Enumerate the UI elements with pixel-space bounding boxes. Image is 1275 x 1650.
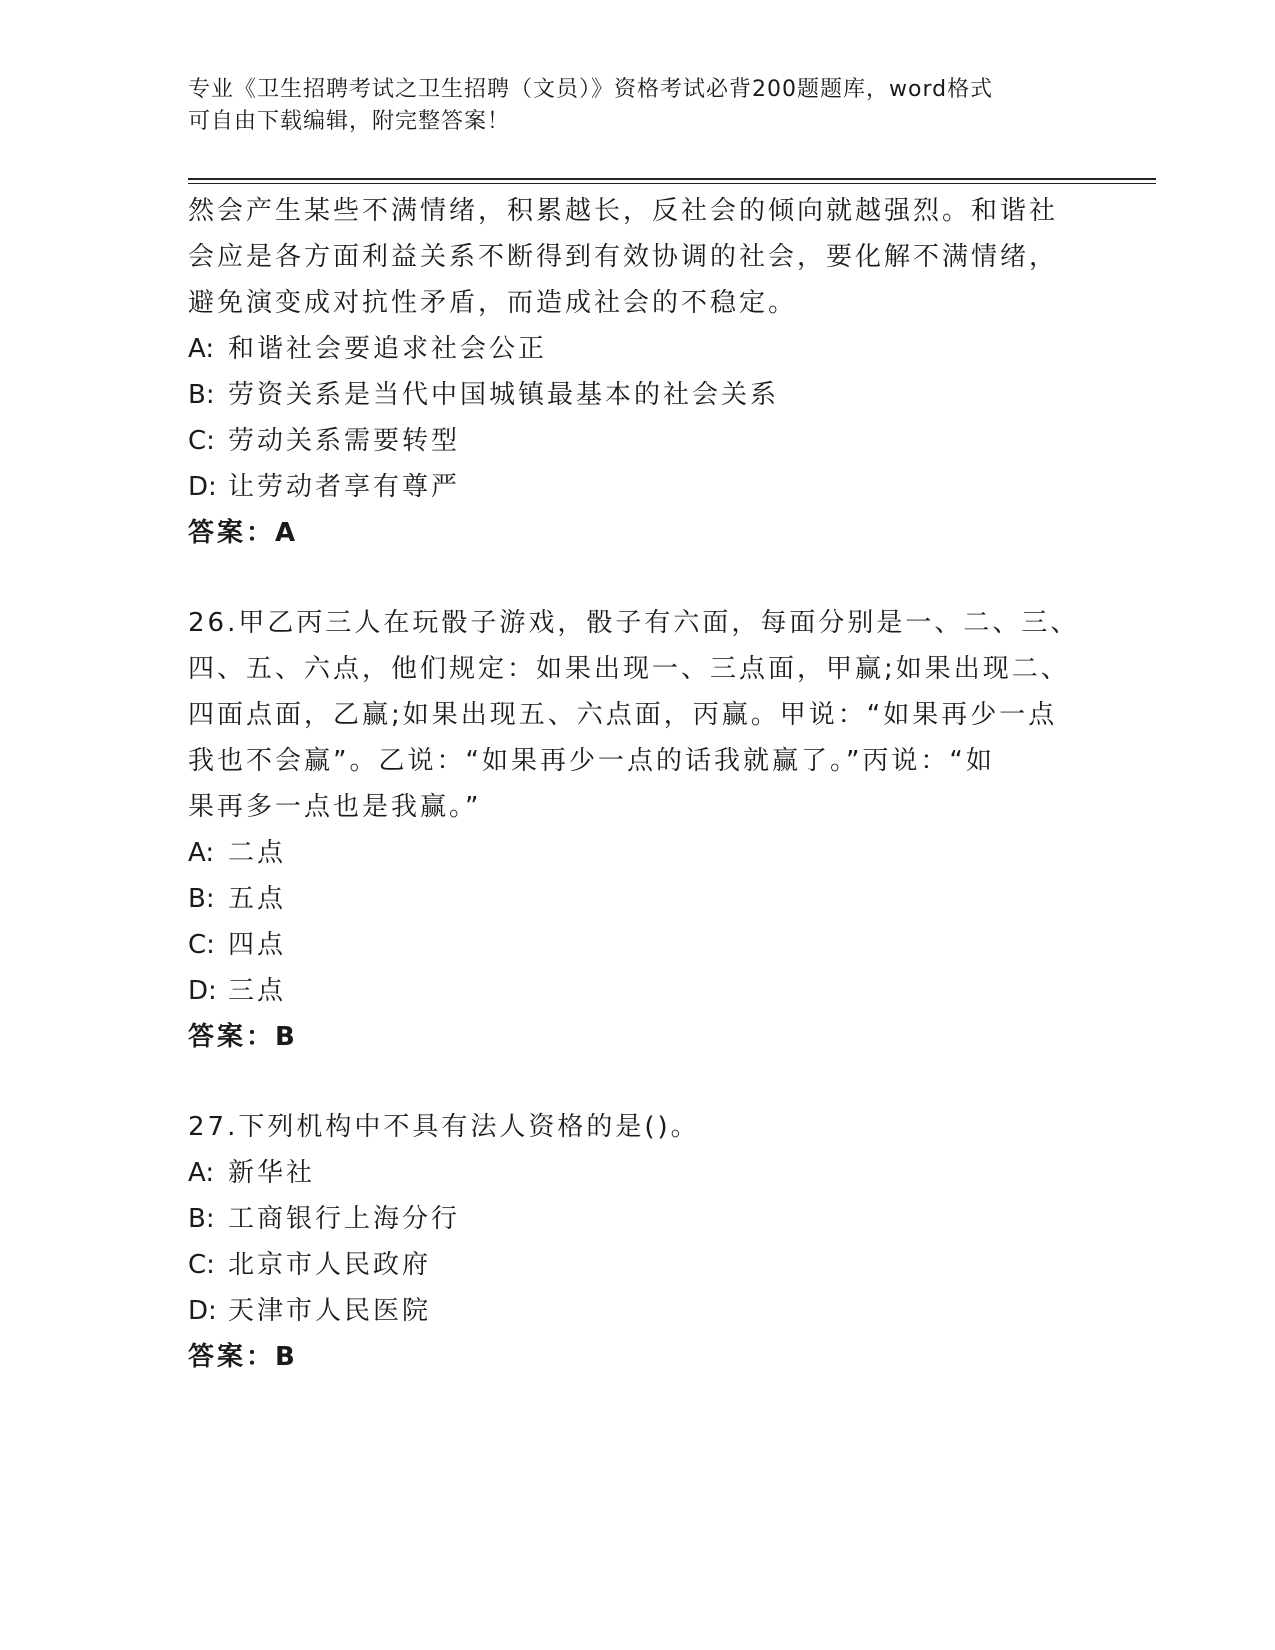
option-letter: A: [188,334,215,364]
header-title-line-2: 可自由下载编辑，附完整答案！ [188,109,511,134]
option-text: 让劳动者享有尊严 [228,472,461,502]
option-c [188,1242,1088,1288]
option-text: 五点 [228,884,287,914]
option-letter: D: [188,976,217,1006]
option-text: 天津市人民医院 [228,1296,432,1326]
question-text-line: 然会产生某些不满情绪，积累越长，反社会的倾向就越强烈。和谐社 [188,196,1059,226]
option-letter: A: [188,838,215,868]
option-c [188,922,1088,968]
question-block-26 [188,600,1088,1060]
option-d [188,1288,1088,1334]
option-text: 和谐社会要追求社会公正 [228,334,548,364]
answer-label: 答案：B [188,1022,298,1052]
option-letter: A: [188,1158,215,1188]
option-d [188,968,1088,1014]
option-text: 劳动关系需要转型 [228,426,461,456]
option-letter: B: [188,884,215,914]
option-text: 劳资关系是当代中国城镇最基本的社会关系 [228,380,780,410]
question-block-25 [188,188,1088,556]
question-text-line: 26.甲乙丙三人在玩骰子游戏，骰子有六面，每面分别是一、二、三、 [188,608,1080,638]
question-content [188,188,1088,1380]
option-text: 四点 [228,930,287,960]
question-text-line: 果再多一点也是我赢。” [188,792,482,822]
option-letter: D: [188,472,217,502]
question-text-line: 我也不会赢”。乙说：“如果再少一点的话我就赢了。”丙说：“如 [188,746,995,776]
question-spacer [188,1060,1088,1104]
option-b [188,876,1088,922]
question-text-line: 27.下列机构中不具有法人资格的是()。 [188,1112,700,1142]
option-text: 二点 [228,838,287,868]
header-title-line-1: 专业《卫生招聘考试之卫生招聘（文员）》资格考试必背200题题库，word格式 [188,77,994,102]
option-d [188,464,1088,510]
header-rule-thin [188,183,1156,184]
question-text-line: 避免演变成对抗性矛盾，而造成社会的不稳定。 [188,288,798,318]
option-text: 新华社 [228,1158,316,1188]
question-text-line: 会应是各方面利益关系不断得到有效协调的社会，要化解不满情绪， [188,242,1059,272]
option-text: 北京市人民政府 [228,1250,432,1280]
answer-label: 答案：A [188,518,299,548]
option-letter: D: [188,1296,217,1326]
option-b [188,372,1088,418]
option-a [188,1150,1088,1196]
question-spacer [188,556,1088,600]
option-a [188,830,1088,876]
header-rule-thick [188,178,1156,180]
document-header [188,74,1068,138]
option-letter: C: [188,930,215,960]
option-c [188,418,1088,464]
option-a [188,326,1088,372]
option-letter: C: [188,1250,215,1280]
option-letter: B: [188,380,215,410]
question-text-line: 四、五、六点，他们规定：如果出现一、三点面，甲赢;如果出现二、 [188,654,1070,684]
option-letter: B: [188,1204,215,1234]
question-block-27 [188,1104,1088,1380]
option-text: 三点 [228,976,287,1006]
option-letter: C: [188,426,215,456]
answer-label: 答案：B [188,1342,298,1372]
option-b [188,1196,1088,1242]
question-text-line: 四面点面，乙赢;如果出现五、六点面，丙赢。甲说：“如果再少一点 [188,700,1058,730]
option-text: 工商银行上海分行 [228,1204,461,1234]
